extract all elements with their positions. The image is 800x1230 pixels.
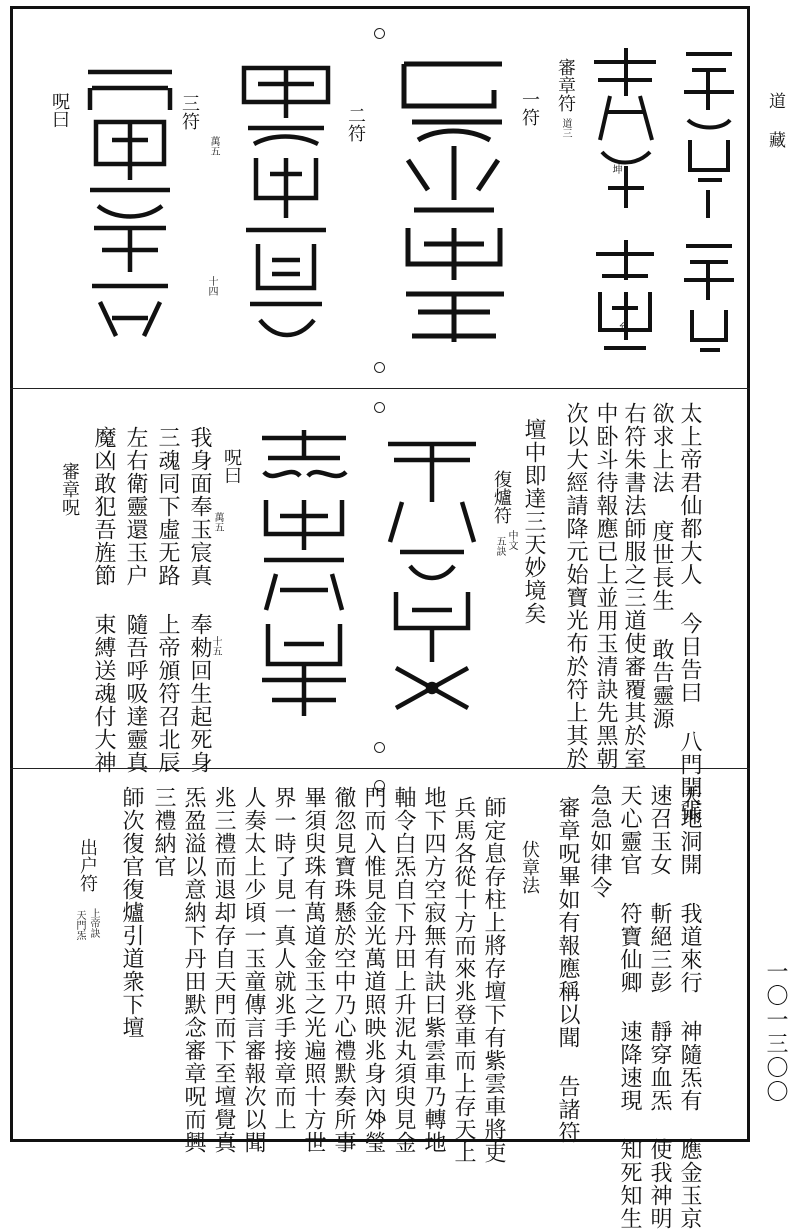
text-column: 中卧斗待報應已上並用玉清訣先黑朝 bbox=[593, 402, 618, 770]
chant-line: 三魂同下虛无路 上帝頒符召北辰 bbox=[155, 426, 180, 774]
tan-line: 壇中即達三天妙境矣 bbox=[521, 418, 546, 625]
fu-3-note-bottom: 十四 bbox=[206, 276, 217, 296]
fu-label-3: 三符 bbox=[179, 94, 200, 130]
fuzhang-line: 人奏太上少頃一玉童傳言審報次以聞 bbox=[241, 786, 266, 1154]
chant-line: 魔凶敢犯吾旌節 束縛送魂付大神 bbox=[91, 426, 116, 774]
chant-title-top: 呪曰 bbox=[49, 92, 70, 128]
fuzhang-line: 門而入惟見金光萬道照映兆身內外瑩 bbox=[361, 786, 386, 1154]
talisman-top-4 bbox=[236, 58, 336, 348]
fu-label-1: 一符 bbox=[519, 90, 540, 126]
fu-3-note-top: 萬五 bbox=[208, 136, 219, 156]
talisman-mid-1 bbox=[382, 432, 482, 722]
chu-hu-note-1: 上帝訣 bbox=[88, 908, 99, 938]
section-divider-1 bbox=[10, 388, 750, 389]
binding-hole bbox=[374, 742, 385, 753]
talisman-mid-2 bbox=[254, 424, 354, 724]
text-column: 右符朱書法師服之三道使審覆其於室 bbox=[621, 402, 646, 770]
fu-title: 復爐符 bbox=[491, 470, 512, 524]
binding-hole bbox=[374, 362, 385, 373]
chant-line: 我身面奉玉宸真 奉勑回生起死身 bbox=[187, 426, 212, 774]
page-number: 一〇一三〇〇 bbox=[763, 960, 788, 1104]
text-column: 次以大經請降元始寶光布於符上其於 bbox=[563, 402, 588, 770]
text-column: 審章呪畢如有報應稱以聞 告諸符 bbox=[555, 796, 580, 1144]
collection-label bbox=[766, 92, 783, 170]
section-title: 審章符 bbox=[555, 58, 576, 112]
gloss-kun: 坤 bbox=[610, 164, 621, 174]
gloss-yun: 允 bbox=[616, 322, 627, 332]
chant-line: 左右衛靈還玉户 隨吾呼吸達靈真 bbox=[123, 426, 148, 774]
fuzhang-line: 兆三禮而退却存自天門而下至壇覺真 bbox=[211, 786, 236, 1154]
fuzhang-line: 兵馬各從十方而來兆登車而上存天上 bbox=[451, 796, 476, 1164]
text-column: 天心靈官 符寶仙卿 速降速現 知死知生 bbox=[617, 784, 642, 1230]
chu-hu-fu-title: 出户符 bbox=[77, 838, 98, 892]
chant-note-shi-wu: 十五 bbox=[210, 636, 221, 656]
fuzhang-line: 師次復官復爐引道衆下壇 bbox=[119, 786, 144, 1039]
text-column: 太上帝君仙都大人 今日告曰 八門開張 bbox=[677, 402, 702, 822]
shen-zhang-chant: 審章呪 bbox=[59, 462, 80, 516]
fuzhang-line: 軸令白炁自下丹田上升泥丸須臾見金 bbox=[391, 786, 416, 1154]
text-column: 欲求上法 度世長生 敢告靈源 bbox=[649, 402, 674, 730]
collection-char-2: 藏 bbox=[765, 131, 785, 170]
fuzhang-line: 畢須臾珠有萬道金玉之光遍照十方世 bbox=[301, 786, 326, 1154]
talisman-top-2 bbox=[590, 40, 660, 360]
fuzhang-line: 地下四方空寂無有訣曰紫雲車乃轉地 bbox=[421, 786, 446, 1154]
fuzhang-line: 師定息存柱上將存壇下有紫雲車將吏 bbox=[481, 796, 506, 1164]
fu-note-2: 五訣 bbox=[494, 536, 505, 556]
text-column: 速召玉女 斬絕三彭 靜穿血炁 使我神明 bbox=[647, 784, 672, 1230]
talisman-top-3 bbox=[398, 50, 510, 350]
talisman-top-5 bbox=[82, 60, 178, 350]
fuzhang-line: 三禮納官 bbox=[151, 786, 176, 878]
text-column: 急急如律令 bbox=[587, 784, 612, 899]
talisman-top-1 bbox=[678, 40, 740, 360]
chant-note-wan-wu: 萬五 bbox=[212, 512, 223, 532]
fuzhang-title: 伏章法 bbox=[519, 840, 540, 894]
fu-note-1: 中文 bbox=[506, 530, 517, 550]
fuzhang-line: 徹忽見寶珠懸於空中乃心禮默奏所事 bbox=[331, 786, 356, 1154]
fuzhang-line: 炁盈溢以意納下丹田默念審章呪而興 bbox=[181, 786, 206, 1154]
text-column: 天地洞開 我道來行 神隨炁有 應金玉京 bbox=[677, 784, 702, 1230]
section-subtitle: 道三 bbox=[560, 118, 571, 138]
collection-char-1: 道 bbox=[765, 92, 785, 131]
binding-hole bbox=[374, 402, 385, 413]
chant-title-mid: 呪曰 bbox=[221, 448, 242, 484]
binding-hole bbox=[374, 28, 385, 39]
fuzhang-line: 界一時了見一真人就兆手接章而上 bbox=[271, 786, 296, 1131]
chu-hu-note-2: 天門炁 bbox=[74, 910, 85, 940]
fu-label-2: 二符 bbox=[345, 106, 366, 142]
